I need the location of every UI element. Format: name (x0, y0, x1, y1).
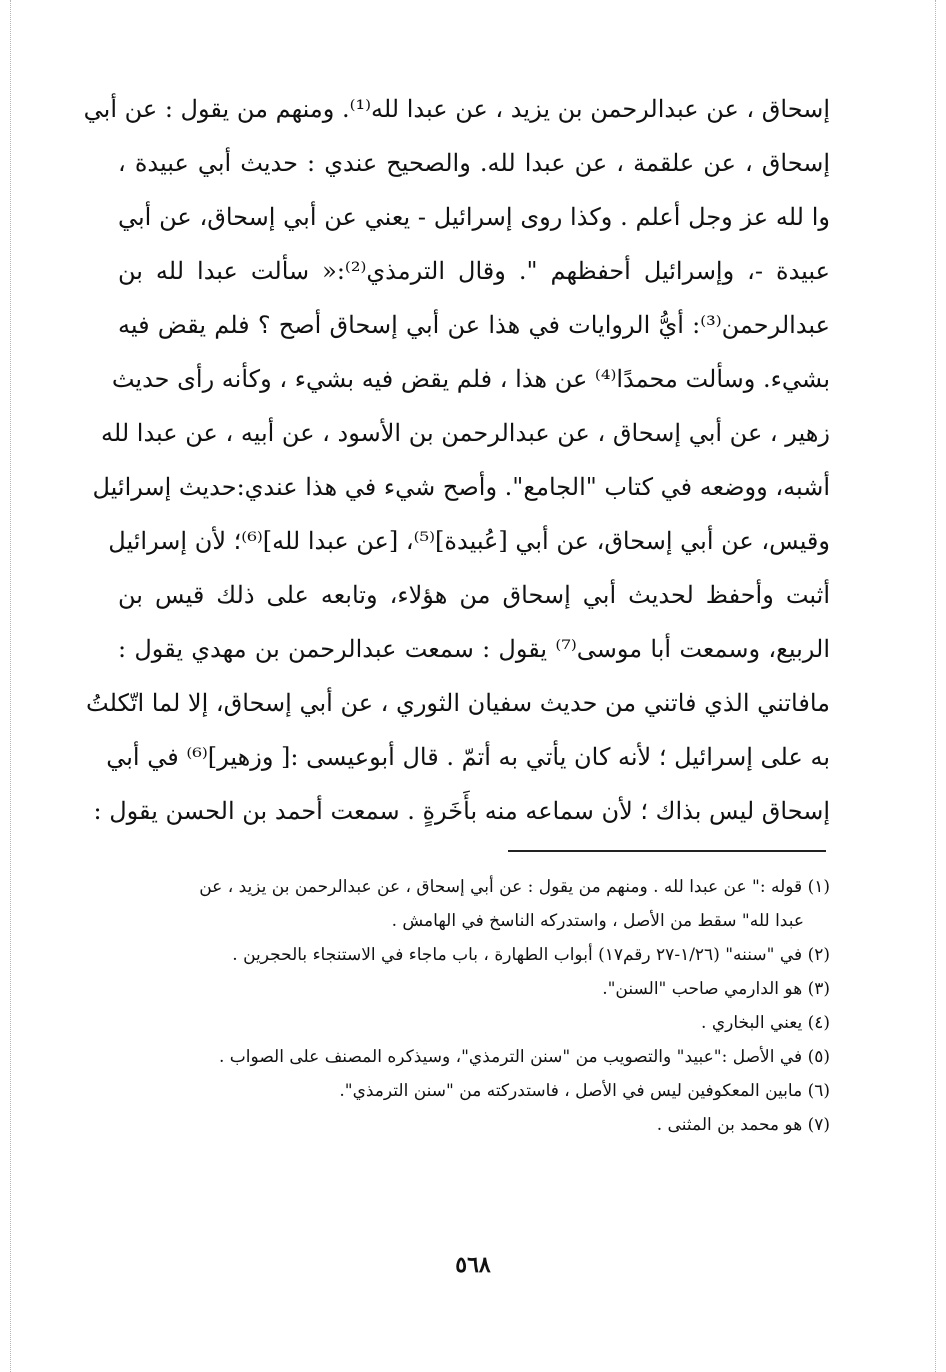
main-text-line: مافاتني الذي فاتني من حديث سفيان الثوري ، عن أبي إسحاق، إلا لما اتّكلتُ (86, 689, 830, 717)
footnote-line: عبدا لله" سقط من الأصل ، واستدركه الناسخ في الهامش . (391, 911, 804, 931)
footnote-line: (٧) هو محمد بن المثنى . (656, 1115, 830, 1135)
main-text-line: إسحاق ، عن علقمة ، عن عبدا لله. والصحيح عندي : حديث أبي عبيدة ، (118, 149, 830, 177)
main-text-line: بشيء. وسألت محمدًا⁽⁴⁾ عن هذا ، فلم يقض فيه بشيء ، وكأنه رأى حديث (111, 365, 830, 393)
left-margin-dotted-line (10, 0, 11, 1372)
footnotes-block (112, 870, 830, 1142)
footnote-line: (٣) هو الدارمي صاحب "السنن". (602, 979, 830, 999)
main-text-block (83, 82, 831, 838)
footnote-line: (٦) مابين المعكوفين ليس في الأصل ، فاستدركته من "سنن الترمذي". (339, 1081, 830, 1101)
main-text-line: زهير ، عن أبي إسحاق ، عن عبدالرحمن بن الأسود ، عن أبيه ، عن عبدا لله (101, 419, 830, 447)
footnote-line: (٢) في "سننه" (١/٢٦-٢٧ رقم١٧) أبواب الطهارة ، باب ماجاء في الاستنجاء بالحجرين . (232, 945, 830, 965)
main-text-line: أشبه، ووضعه في كتاب "الجامع". وأصح شيء في هذا عندي:حديث إسرائيل (92, 473, 830, 501)
footnote-line: (٥) في الأصل :"عبيد" والتصويب من "سنن الترمذي"، وسيذكره المصنف على الصواب . (219, 1047, 830, 1067)
main-text-line: إسحاق ، عن عبدالرحمن بن يزيد ، عن عبدا لله⁽¹⁾. ومنهم من يقول : عن أبي (83, 95, 830, 123)
footnote-line: (٤) يعني البخاري . (701, 1013, 830, 1033)
main-text-line: عبيدة -، وإسرائيل أحفظهم ". وقال الترمذي⁽²⁾:« سألت عبدا لله بن (118, 257, 830, 285)
main-text-line: إسحاق ليس بذاك ؛ لأن سماعه منه بأَخَرةٍ . سمعت أحمد بن الحسن يقول : (93, 797, 830, 825)
right-margin-dotted-line (935, 0, 936, 1372)
main-text-line: وقيس، عن أبي إسحاق، عن أبي [عُبيدة]⁽⁵⁾، [عن عبدا لله]⁽⁶⁾؛ لأن إسرائيل (108, 527, 830, 555)
main-text-line: به على إسرائيل ؛ لأنه كان يأتي به أتمّ . قال أبوعيسى :[ وزهير]⁽⁶⁾ في أبي (106, 743, 830, 771)
main-text-line: الربيع، وسمعت أبا موسى⁽⁷⁾ يقول : سمعت عبدالرحمن بن مهدي يقول : (118, 635, 830, 663)
footnote-separator (508, 850, 826, 852)
main-text-line: وا لله عز وجل أعلم . وكذا روى إسرائيل - يعني عن أبي إسحاق، عن أبي (118, 203, 830, 231)
footnote-line: (١) قوله :" عن عبدا لله . ومنهم من يقول : عن أبي إسحاق ، عن عبدالرحمن بن يزيد ، عن (199, 877, 830, 897)
page-number: ٥٦٨ (455, 1252, 491, 1278)
main-text-line: أثبت وأحفظ لحديث أبي إسحاق من هؤلاء، وتابعه على ذلك قيس بن (118, 581, 831, 609)
main-text-line: عبدالرحمن⁽³⁾: أيُّ الروايات في هذا عن أبي إسحاق أصح ؟ فلم يقض فيه (118, 311, 830, 339)
